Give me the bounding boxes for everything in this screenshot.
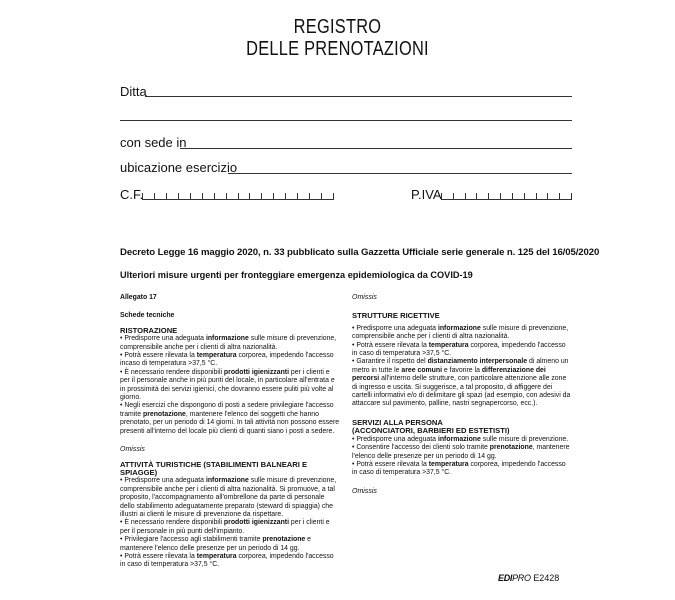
- paragraph: • Potrà essere rilevata la temperatura corporea, impedendo l'accesso incaso di temperatura >37,5 °C.: [120, 352, 334, 368]
- ditta-line[interactable]: [145, 96, 572, 97]
- right-column: [352, 294, 572, 496]
- omissis: Omissis: [352, 294, 377, 301]
- title-line-2: DELLE PRENOTAZIONI: [246, 38, 429, 60]
- omissis: Omissis: [352, 487, 377, 495]
- left-column: [120, 294, 340, 570]
- paragraph: • Predisporre una adeguata informazione sulle misure di prevenzione, comprensibile anche per i clienti di altra nazionalità.: [120, 335, 337, 351]
- label-cf: C.F.: [120, 187, 144, 202]
- label-ditta: Ditta: [120, 84, 147, 99]
- footer: [498, 573, 559, 583]
- paragraph: • Consentire l'accesso dei clienti solo tramite prenotazione, mantenere l'elenco delle presenze per un periodo di 14 gg.: [352, 444, 570, 460]
- product-code: E2428: [533, 573, 560, 583]
- label-sede: con sede in: [120, 135, 187, 150]
- label-ubicazione: ubicazione esercizio: [120, 160, 238, 175]
- section-servizi: SERVIZI ALLA PERSONA: [352, 417, 443, 427]
- brand-logo: EDIPRO: [498, 573, 531, 583]
- section-turistiche: ATTIVITÀ TURISTICHE (STABILIMENTI BALNEARI E SPIAGGE): [120, 459, 308, 477]
- paragraph: • Predisporre una adeguata informazione sulle misure di prevenzione.: [352, 435, 569, 443]
- paragraph: • È necessario rendere disponibili prodotti igienizzanti per i clienti e per il personale anche in più punti del locale, in particolare all'entrata e in prossimità dei servizi igienici, che dovranno essere puliti più volte al giorno.: [120, 368, 335, 402]
- label-piva: P.IVA: [411, 187, 442, 202]
- decree-title: Decreto Legge 16 maggio 2020, n. 33 pubblicato sulla Gazzetta Ufficiale serie generale n. 125 del 16/05/2020: [120, 247, 600, 258]
- sede-line[interactable]: [180, 148, 572, 149]
- subtitle: Ulteriori misure urgenti per fronteggiare emergenza epidemiologica da COVID-19: [120, 270, 473, 280]
- paragraph: • Potrà essere rilevata la temperatura corporea, impedendo l'accesso in caso di temperatura >37,5 °C.: [352, 341, 566, 358]
- piva-boxes[interactable]: [441, 189, 572, 200]
- paragraph: • Predisporre una adeguata informazione sulle misure di prevenzione, comprensibile anche per i clienti di altra nazionalità. Si promuove, a tal proposito, l'accompagnamento all'ombrellone da parte di personale dello stabilimento adeguatamente preparato (steward di spiaggia) che illustri ai clienti le misure di prevenzione da rispettare.: [120, 477, 337, 518]
- omissis: Omissis: [120, 446, 145, 454]
- paragraph: • Negli esercizi che dispongono di posti a sedere privilegiare l'accesso tramite prenotazione, mantenere l'elenco dei soggetti che hanno prenotato, per un periodo di 14 giorni. In tali attività non possono essere presenti all'interno del locale più clienti di quanti siano i posti a sedere.: [120, 402, 340, 435]
- ubicazione-line[interactable]: [228, 173, 572, 174]
- section-ricettive: STRUTTURE RICETTIVE: [352, 311, 440, 321]
- cf-boxes[interactable]: [142, 189, 334, 200]
- title-line-1: REGISTRO: [293, 16, 382, 38]
- allegato: Allegato 17: [120, 294, 157, 301]
- section-ristorazione: RISTORAZIONE: [120, 325, 178, 335]
- paragraph: • È necessario rendere disponibili prodotti igienizzanti per i clienti e per il personale in più punti dell'impianto.: [120, 519, 330, 535]
- paragraph: • Privilegiare l'accesso agli stabilimenti tramite prenotazione e mantenere l'elenco delle presenze per un periodo di 14 gg.: [120, 536, 311, 552]
- ditta-line-2[interactable]: [120, 120, 572, 121]
- section-servizi-sub: (ACCONCIATORI, BARBIERI ED ESTETISTI): [352, 426, 510, 436]
- schede-tecniche: Schede tecniche: [120, 312, 175, 320]
- paragraph: • Garantire il rispetto del distanziamento interpersonale di almeno un metro in tutte le aree comuni e favorire la differenziazione dei percorsi all'interno delle strutture, con particolare attenzione alle zone di ingresso e uscita. Si suggerisce, a tal proposito, di affiggere dei cartelli informativi e/o di delimitare gli spazi (ad esempio, con adesivi da attaccare sul pavimento, palline, nastri segnapercorso, ecc.).: [352, 358, 571, 408]
- paragraph: • Potrà essere rilevata la temperatura corporea, impedendo l'accesso in caso di temperatura >37,5 °C.: [120, 552, 334, 569]
- paragraph: • Potrà essere rilevata la temperatura corporea, impedendo l'accesso in caso di temperatura >37,5 °C.: [352, 460, 566, 477]
- paragraph: • Predisporre una adeguata informazione sulle misure di prevenzione, comprensibile anche per i clienti di altra nazionalità.: [352, 324, 569, 341]
